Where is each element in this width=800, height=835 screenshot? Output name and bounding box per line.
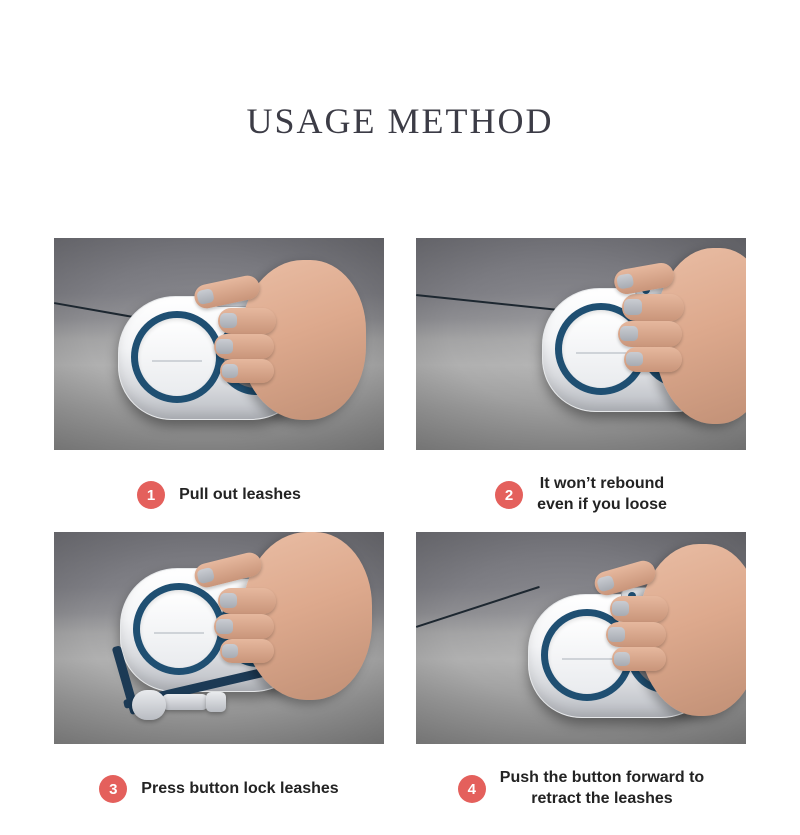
step-badge: 4 (458, 775, 486, 803)
caption-line-2: even if you loose (537, 496, 667, 513)
fingernail (216, 339, 233, 354)
step-3-caption (54, 744, 384, 816)
thumbnail (196, 288, 215, 305)
fingernail (222, 644, 238, 658)
caption-line-1: It won’t rebound (539, 475, 665, 493)
fingernail (222, 364, 238, 378)
steps-grid (54, 238, 746, 816)
step-3-photo (54, 532, 384, 744)
metal-hook (132, 690, 166, 720)
leash-ring-large (131, 311, 223, 403)
step-badge: 1 (137, 481, 165, 509)
strap-collar (206, 692, 226, 712)
leash-ring-large (133, 583, 225, 675)
step-card-1 (54, 238, 384, 522)
step-2-photo (416, 238, 746, 450)
page-title: USAGE METHOD (246, 101, 554, 141)
fingernail (624, 299, 642, 315)
step-caption-text: Press button lock leashes (141, 779, 339, 797)
step-2-caption (416, 450, 746, 522)
thumbnail (616, 273, 634, 290)
hand (240, 260, 366, 420)
step-card-2 (416, 238, 746, 522)
finger (214, 614, 274, 639)
step-4-caption (416, 744, 746, 816)
fingernail (220, 313, 237, 328)
caption-line-2: retract the leashes (531, 790, 673, 807)
finger (218, 588, 276, 614)
fingernail (612, 601, 629, 616)
finger (214, 334, 274, 359)
step-1-photo (54, 238, 384, 450)
step-card-4 (416, 532, 746, 816)
fingernail (620, 326, 638, 341)
metal-clip (162, 694, 208, 710)
fingernail (608, 627, 625, 642)
finger (622, 294, 684, 321)
fingernail (626, 352, 643, 366)
finger (618, 321, 682, 347)
step-1-caption (54, 450, 384, 522)
thumbnail (196, 567, 215, 584)
finger (220, 639, 274, 663)
caption-line-1: Push the button forward to (499, 769, 705, 787)
fingernail (220, 593, 237, 608)
finger (220, 359, 274, 383)
step-badge: 3 (99, 775, 127, 803)
fingernail (614, 652, 630, 666)
finger (218, 308, 276, 334)
finger (624, 347, 682, 372)
step-caption-text (537, 474, 667, 516)
finger (612, 647, 666, 671)
step-caption-text (500, 768, 704, 810)
fingernail (216, 619, 233, 634)
step-card-3 (54, 532, 384, 816)
hand (242, 532, 372, 700)
thumbnail (596, 575, 615, 593)
step-caption-text: Pull out leashes (179, 485, 301, 503)
finger (606, 622, 666, 647)
finger (610, 596, 668, 622)
step-badge: 2 (495, 481, 523, 509)
step-4-photo (416, 532, 746, 744)
